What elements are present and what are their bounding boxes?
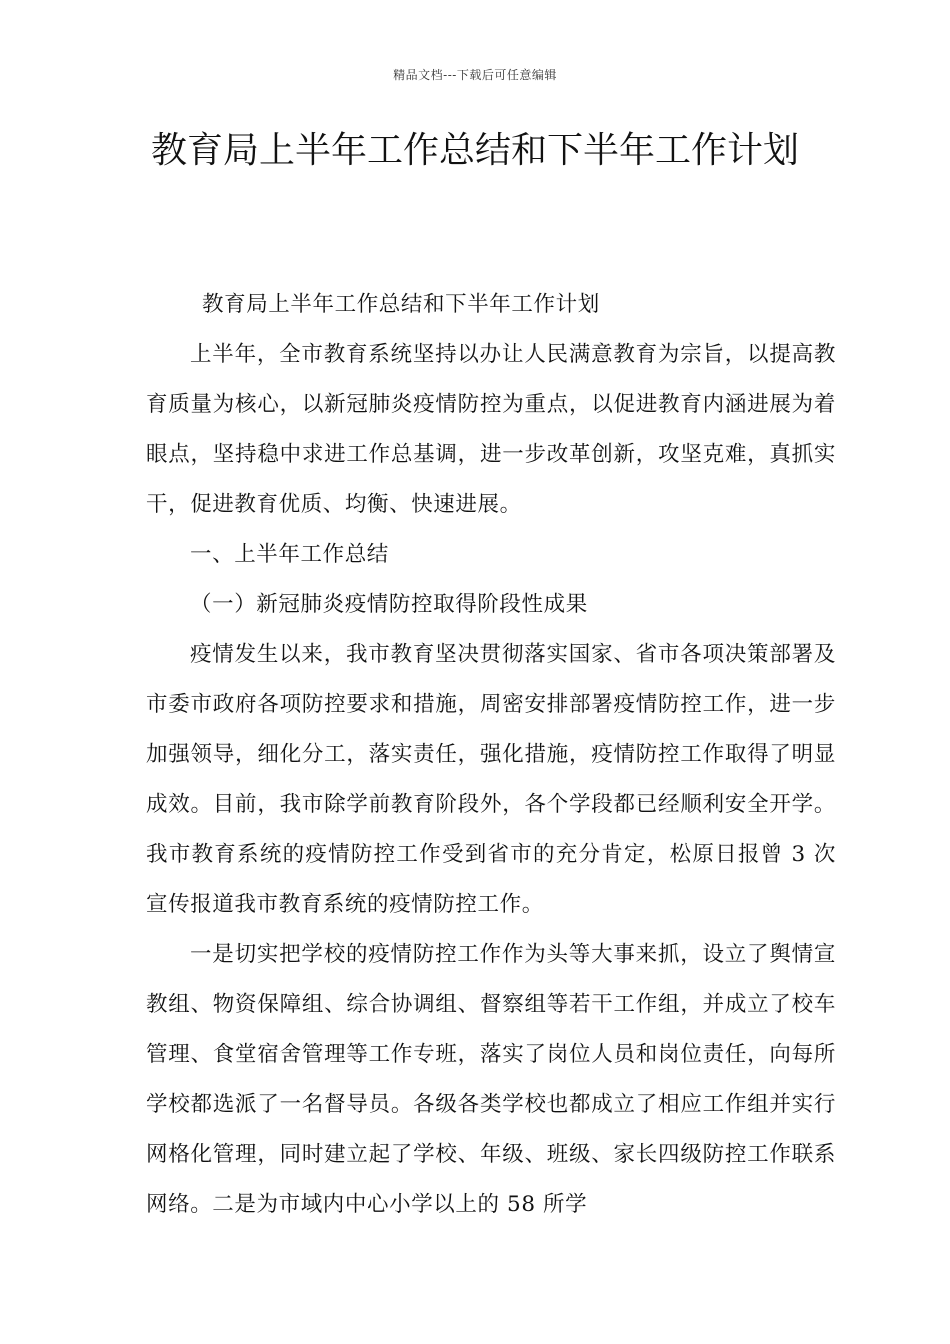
document-title: 教育局上半年工作总结和下半年工作计划: [150, 130, 799, 171]
subtitle-paragraph: 教育局上半年工作总结和下半年工作计划: [202, 292, 600, 317]
subsection-heading: （一）新冠肺炎疫情防控取得阶段性成果: [190, 592, 588, 617]
document-body: [146, 280, 836, 1230]
header-note: 精品文档---下载后可任意编辑: [393, 68, 557, 82]
body-paragraph: 疫情发生以来，我市教育坚决贯彻落实国家、省市各项决策部署及市委市政府各项防控要求和措施，周密安排部署疫情防控工作，进一步加强领导，细化分工，落实责任，强化措施，疫情防控工作取得了明显成效。目前，我市除学前教育阶段外，各个学段都已经顺利安全开学。我市教育系统的疫情防控工作受到省市的充分肯定，松原日报曾 3 次宣传报道我市教育系统的疫情防控工作。: [146, 642, 836, 917]
intro-paragraph: 上半年，全市教育系统坚持以办让人民满意教育为宗旨，以提高教育质量为核心，以新冠肺炎疫情防控为重点，以促进教育内涵进展为着眼点，坚持稳中求进工作总基调，进一步改革创新，攻坚克难，真抓实干，促进教育优质、均衡、快速进展。: [146, 342, 836, 517]
section-heading: 一、上半年工作总结: [190, 542, 389, 567]
body-paragraph: 一是切实把学校的疫情防控工作作为头等大事来抓，设立了舆情宣教组、物资保障组、综合协调组、督察组等若干工作组，并成立了校车管理、食堂宿舍管理等工作专班，落实了岗位人员和岗位责任，向每所学校都选派了一名督导员。各级各类学校也都成立了相应工作组并实行网格化管理，同时建立起了学校、年级、班级、家长四级防控工作联系网络。二是为市域内中心小学以上的 58 所学: [146, 942, 836, 1217]
